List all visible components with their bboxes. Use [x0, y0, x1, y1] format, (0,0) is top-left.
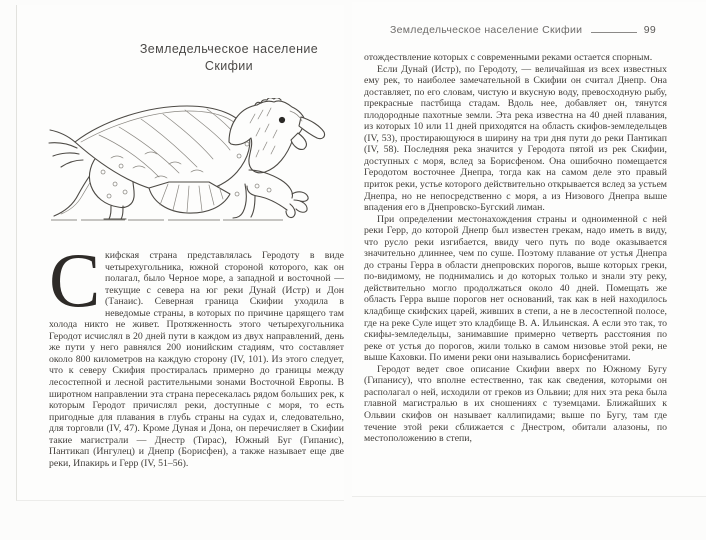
left-paragraph-text: кифская страна представлялась Геродоту в виде четырехугольника, южной стороной которого, как он полагал, было Черное море, а западной и восточной — текущие с севера на юг реки Дунай (Истр) и Дон (Танаис). Северная граница Скифии уходила в неведомые страны, в которых по причине царящего там холода никто не живет. Протяженность этого четырехугольника Геродот исчислял в 20 дней пути в каждом из двух направлений, день же пути у него равнялся 200 ионийским стадиям, что составляет около 800 километров на каждую сторону (IV, 101). Из этого следует, что к северу Скифия простиралась примерно до границы между лесостепной и лесной растительными зонами Восточной Европы. В широтном направлении эта страна пересекалась рядом больших рек, к которым Геродот причислял реки, доступные с моря, то есть пригодные для плавания в глубь страны на судах и, следовательно, для торговли (IV, 47). Кроме Дуная и Дона, он перечисляет в Скифии такие магистрали — Днестр (Тирас), Южный Буг (Гипанис), Пантикап (Ингулец) и Днепр (Борисфен), а также называет еще две реки, Ипакирь и Герр (IV, 51–56).	[49, 250, 344, 469]
paragraph: При определении местонахождения страны и одноименной с ней реки Герр, до которой Днепр был известен грекам, надо иметь в виду, что русло реки изгибается, ввиду чего путь по воде оказывается значительно длиннее, чем по суше. Поэтому плавание от устья Днепра до страны Герра в области днепровских порогов, выше которых греки, по-видимому, не поднимались и до которых только и знали эту реку, действительно могло продолжаться около 40 дней. Помещать же область Герра выше порогов нет оснований, так как в ней находилось кладбище скифских царей, живших в степи, а не в лесостепной полосе, где на реке Суле ищет это кладбище В. А. Ильинская. А если это так, то скифы-земледельцы, занимавшие примерно четверть расстояния по реке от устья до порогов, жили только в самом низовье этой реки, не выше Каховки. По имени реки они назывались борисфенитами.	[364, 213, 667, 364]
left-paragraph	[49, 250, 344, 469]
chapter-title-line2: Скифии	[204, 59, 254, 73]
paragraph: Геродот ведет свое описание Скифии вверх по Южному Бугу (Гипанису), что вполне естественно, так как сведения, которыми он располагал о ней, исходили от греков из Ольвии; для них эта река была главной магистралью в их сношениях с туземцами. Ближайших к Ольвии скифов он называет каллипидами; выше по Бугу, там где течение этой реки сближается с Днестром, обитали алазоны, по местоположению в степи,	[364, 363, 667, 445]
running-head	[390, 24, 656, 36]
griffin-eye	[279, 117, 285, 123]
griffin-illustration	[41, 98, 336, 232]
chapter-title	[124, 41, 334, 75]
paragraph-continuation: отождествление которых с современными реками остается спорным.	[364, 52, 653, 63]
griffin-drawing-svg	[41, 98, 336, 232]
running-head-title: Земледельческое население Скифии	[390, 24, 583, 36]
right-page-text	[364, 52, 667, 484]
drop-cap: С	[49, 250, 101, 323]
chapter-title-line1: Земледельческое население	[139, 42, 319, 56]
header-rule	[591, 32, 636, 33]
page-number: 99	[643, 24, 656, 36]
left-page-text	[49, 250, 344, 495]
paragraph: Если Дунай (Истр), по Геродоту, — величайшая из всех известных ему рек, то наиболее замечательной в Скифии он считал Днепр. Она доставляет, по его словам, чистую и вкусную воду, превосходную рыбу, прекрасные пастбища стадам. Вдоль нее, добавляет он, тянутся плодородные пахотные земли. Эта река известна на 40 дней плавания, из которых 10 или 11 дней приходятся на область скифов-земледельцев (IV, 53), простирающуюся в ширину на три дня пути до реки Пантикап (IV, 58). Последняя река значится у Геродота пятой из рек Скифии, доступных с моря, вслед за Борисфеном. Она ошибочно помещается Геродотом восточнее Днепра, тогда как на самом деле это правый приток реки, устье которого действительно открывается вслед за устьем Днепра, но не непосредственно с моря, а из Низового Днепра выше впадения его в Днепровско-Бугский лиман.	[364, 63, 667, 214]
right-page	[352, 2, 706, 497]
left-page	[16, 5, 344, 501]
